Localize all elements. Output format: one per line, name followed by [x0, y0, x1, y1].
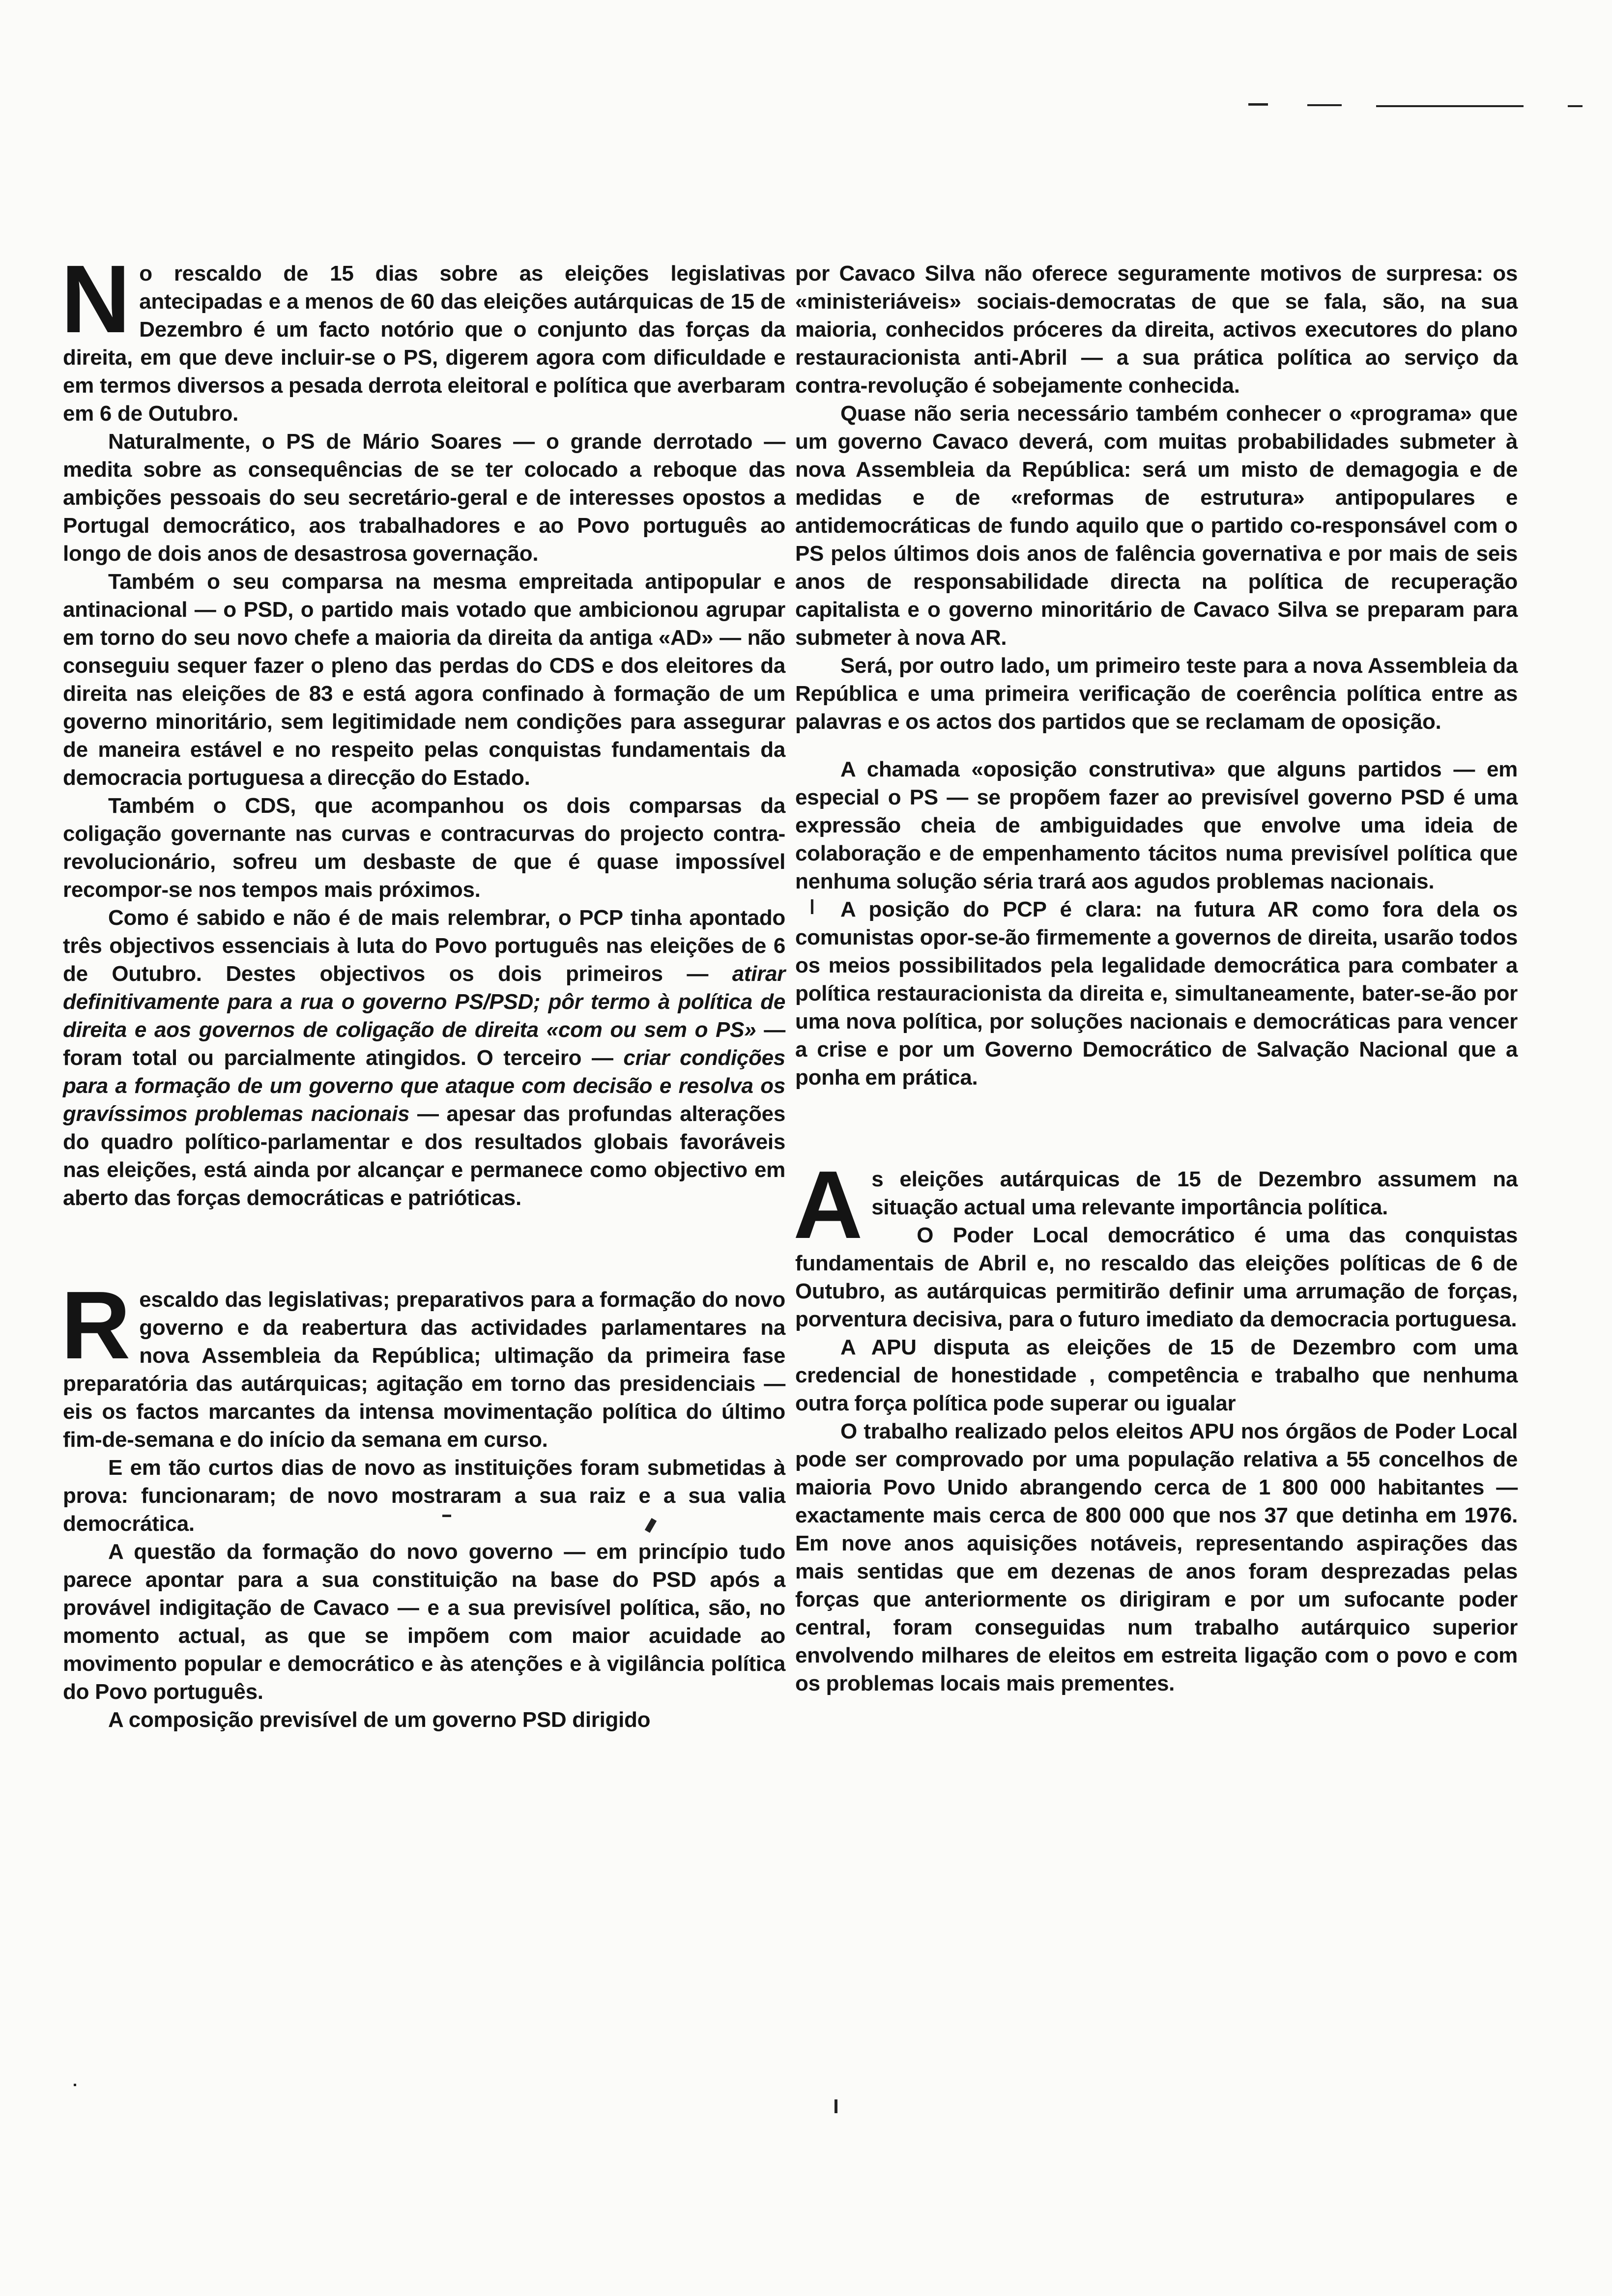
drop-cap: R [61, 1271, 131, 1379]
paragraph [61, 1271, 785, 1454]
drop-cap: N [61, 245, 131, 353]
paragraph: Será, por outro lado, um primeiro teste para a nova Assembleia da República e uma primeira verificação de coerência política entre as palavras e os actos dos partidos que se reclamam de oposição. [795, 654, 1518, 734]
scan-artifact [442, 1515, 451, 1517]
paragraph: por Cavaco Silva não oferece seguramente motivos de surpresa: os «ministeriáveis» sociais-democratas de que se fala, são, na sua maioria, conhecidos próceres da direita, activos executores do plano restauracionista anti-Abril — a sua prática política ao serviço da contra-revolução é sobejamente conhecida. [795, 261, 1518, 398]
paragraph-text: — foram total ou parcialmente atingidos. O terceiro — [63, 1018, 785, 1070]
paragraph: Também o CDS, que acompanhou os dois comparsas da coligação governante nas curvas e contracurvas do projecto contra-revolucionário, sofreu um desbaste de que é quase impossível recompor-se nos tempos mais próximos. [63, 794, 785, 902]
paragraph: A APU disputa as eleições de 15 de Dezembro com uma credencial de honestidade , competência e trabalho que nenhuma outra força política pode superar ou igualar [795, 1335, 1518, 1415]
paragraph: A composição previsível de um governo PSD dirigido [108, 1708, 651, 1732]
article-section-rescaldo [61, 245, 785, 1212]
paragraph [793, 1151, 1518, 1259]
article-section-oposicao [795, 755, 1518, 1091]
paragraph: O Poder Local democrático é uma das conquistas fundamentais de Abril e, no rescaldo das eleições políticas de 6 de Outubro, as autárquicas permitirão definir uma arrumação de forças, porventura decisiva, para o futuro imediato da democracia portuguesa. [795, 1223, 1518, 1331]
article-section-governo [795, 259, 1518, 736]
section-spacer [63, 1212, 785, 1286]
section-spacer [795, 1091, 1518, 1165]
scan-artifact [835, 2099, 837, 2113]
paragraph-text: escaldo das legislativas; preparativos para a formação do novo governo e da reabertura das actividades parlamentares na nova Assembleia da República; ultimação da primeira fase preparatória das autárquicas; agitação em torno das presidenciais — eis os factos marcantes da intensa movimentação política do último fim-de-semana e do início da semana em curso. [63, 1288, 785, 1452]
paragraph-text: o rescaldo de 15 dias sobre as eleições legislativas antecipadas e a menos de 60 das eleições autárquicas de 15 de Dezembro é um facto notório que o conjunto das forças da direita, em que deve incluir-se o PS, digerem agora com dificuldade e em termos diversos a pesada derrota eleitoral e política que averbaram em 6 de Outubro. [63, 261, 785, 426]
scan-artifact [1248, 103, 1268, 106]
scan-artifact [74, 2084, 76, 2086]
paragraph: Quase não seria necessário também conhecer o «programa» que um governo Cavaco deverá, com muitas probabilidades submeter à nova Assembleia da República: será um misto de demagogia e de medidas e de «reformas de estrutura» antipopulares e antidemocráticas de fundo aquilo que o partido co-responsável com o PS pelos últimos dois anos de falência governativa e por mais de seis anos de responsabilidade directa na política de recuperação capitalista e o governo minoritário de Cavaco Silva se preparam para submeter à nova AR. [795, 402, 1518, 650]
paragraph: O trabalho realizado pelos eleitos APU nos órgãos de Poder Local pode ser comprovado por uma população relativa a 55 concelhos de maioria Povo Unido abrangendo cerca de 1 800 000 habitantes — exactamente mais cerca de 800 000 que nos 37 que detinha em 1976. Em nove anos aquisições notáveis, representando aspirações das mais sentidas que em dezenas de anos foram desprezadas pelas forças que anteriormente os dirigiram e por um sufocante poder central, foram conseguidas num trabalho autárquico superior envolvendo milhares de eleitos em estreita ligação com o povo e com os problemas locais mais prementes. [795, 1419, 1518, 1695]
paragraph: A questão da formação do novo governo — em princípio tudo parece apontar para a sua constituição na base do PSD após a provável indigitação de Cavaco — e a sua previsível política, são, no momento actual, as que se impõem com maior acuidade ao movimento popular e democrático e às atenções e à vigilância política do Povo português. [63, 1540, 785, 1704]
scan-artifact [1376, 105, 1524, 107]
left-column [61, 245, 785, 1734]
paragraph: E em tão curtos dias de novo as instituições foram submetidas à prova: funcionaram; de novo mostraram a sua raiz e a sua valia democrática. [63, 1456, 785, 1536]
scan-artifact [1307, 104, 1342, 106]
italic-quote: criar condições para a formação de um governo que ataque com decisão e resolva os gravíssimos problemas nacionais [63, 1046, 785, 1126]
article-section-autarquicas [793, 1151, 1518, 1697]
paragraph-text: — apesar das profundas alterações do quadro político-parlamentar e dos resultados globais favoráveis nas eleições, está ainda por alcançar e permanece como objectivo em aberto das forças democráticas e patrióticas. [63, 1102, 785, 1210]
article-section-legislativas [61, 1271, 785, 1734]
right-column [795, 259, 1518, 1697]
drop-cap: A [793, 1151, 863, 1259]
paragraph: Também o seu comparsa na mesma empreitada antipopular e antinacional — o PSD, o partido mais votado que ambicionou agrupar em torno do seu novo chefe a maioria da direita da antiga «AD» — não conseguiu sequer fazer o pleno das perdas do CDS e dos eleitores da direita nas eleições de 83 e está agora confinado à formação de um governo minoritário, sem legitimidade nem condições para assegurar de maneira estável e no respeito pelas conquistas fundamentais da democracia portuguesa a direcção do Estado. [63, 570, 785, 790]
scan-artifact [1568, 105, 1583, 107]
paragraph [61, 245, 785, 428]
italic-quote: atirar definitivamente para a rua o governo PS/PSD; pôr termo à política de direita e aos governos de coligação de direita «com ou sem o PS» [63, 962, 785, 1042]
paragraph-text: s eleições autárquicas de 15 de Dezembro assumem na situação actual uma relevante importância política. [871, 1167, 1518, 1219]
section-spacer [795, 736, 1518, 755]
paragraph-pcp-objectives [63, 904, 785, 1212]
paragraph: A posição do PCP é clara: na futura AR como fora dela os comunistas opor-se-ão firmemente a governos de direita, usarão todos os meios possibilitados pela legalidade democrática para combater a política restauracionista da direita e, simultaneamente, bater-se-ão por uma nova política, por soluções nacionais e democráticas para vencer a crise e por um Governo Democrático de Salvação Nacional que a ponha em prática. [795, 897, 1518, 1090]
scan-artifact [811, 899, 813, 914]
paragraph: A chamada «oposição construtiva» que alguns partidos — em especial o PS — se propõem fazer ao previsível governo PSD é uma expressão cheia de ambiguidades que envolve uma ideia de colaboração e de empenhamento tácitos numa previsível política que nenhuma solução séria trará aos agudos problemas nacionais. [795, 757, 1518, 893]
paragraph: Naturalmente, o PS de Mário Soares — o grande derrotado — medita sobre as consequências de se ter colocado a reboque das ambições pessoais do seu secretário-geral e de interesses opostos a Portugal democrático, aos trabalhadores e ao Povo português ao longo de dois anos de desastrosa governação. [63, 430, 785, 566]
paragraph-text: Como é sabido e não é de mais relembrar, o PCP tinha apontado três objectivos essenciais à luta do Povo português nas eleições de 6 de Outubro. Destes objectivos os dois primeiros — [63, 906, 785, 986]
